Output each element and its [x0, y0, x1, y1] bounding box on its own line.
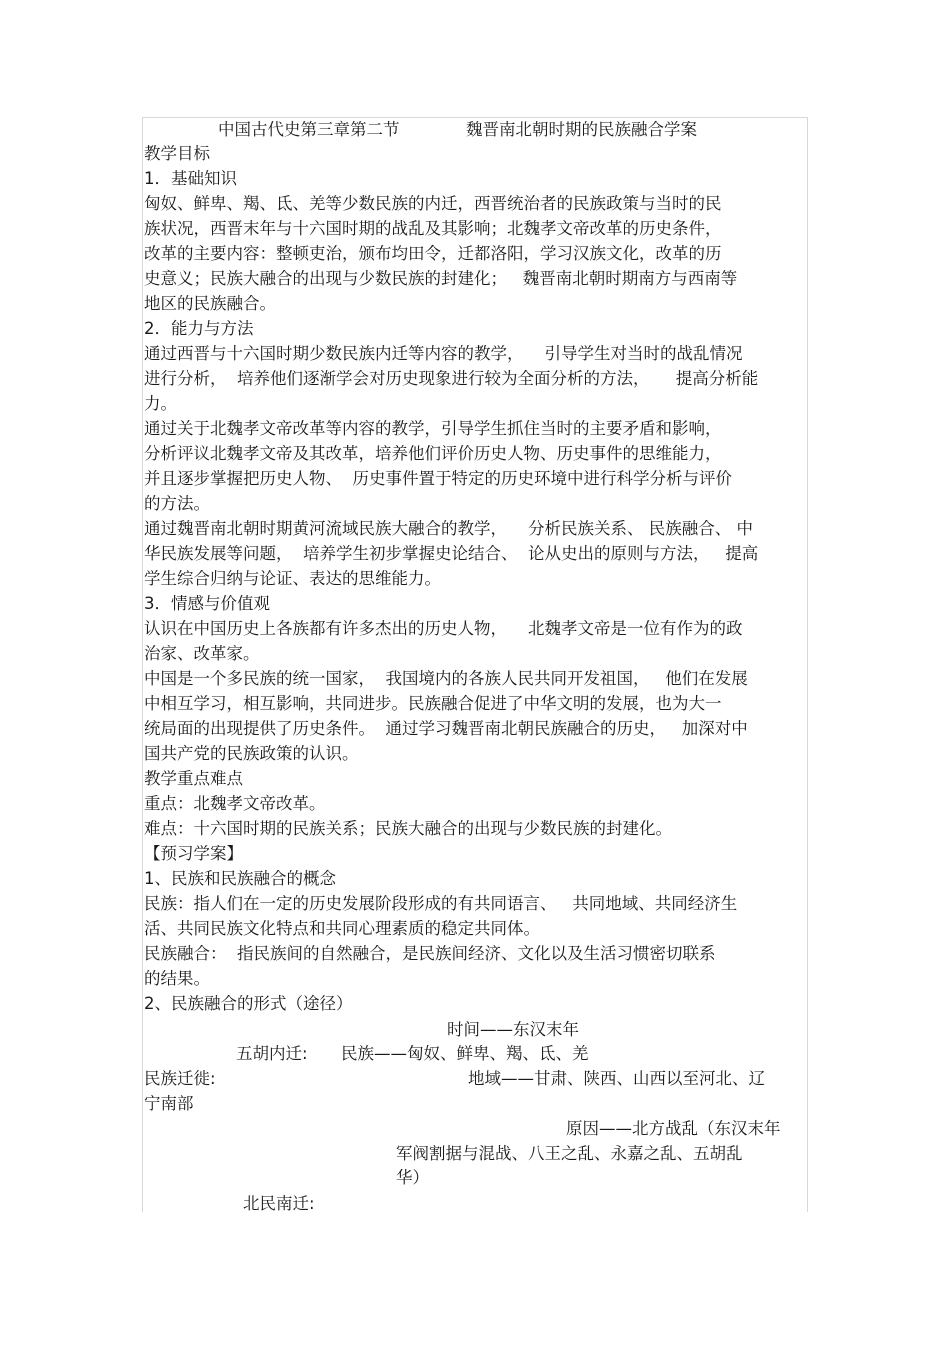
page-frame-right: [807, 117, 808, 1212]
subheading-forms: 2、民族融合的形式（途径）: [144, 994, 353, 1013]
page-frame-left: [142, 117, 143, 1212]
diagram-cause-cont: 华）: [396, 1168, 429, 1187]
text-line: 华民族发展等问题， 培养学生初步掌握史论结合、 论从史出的原则与方法， 提高: [144, 544, 759, 563]
subheading-emotion-values: 3．情感与价值观: [144, 594, 270, 613]
text-line: 通过魏晋南北朝时期黄河流域民族大融合的教学， 分析民族关系、 民族融合、 中: [144, 519, 753, 538]
text-line: 难点：十六国时期的民族关系；民族大融合的出现与少数民族的封建化。: [144, 819, 672, 838]
diagram-cause-cont: 军阀割据与混战、八王之乱、永嘉之乱、五胡乱: [396, 1144, 743, 1163]
diagram-north-south-label: 北民南迁:: [243, 1194, 315, 1213]
text-line: 中国是一个多民族的统一国家， 我国境内的各族人民共同开发祖国， 他们在发展: [144, 669, 748, 688]
diagram-wuhu-label: 五胡内迁:: [236, 1044, 308, 1063]
diagram-ethnic: 民族——匈奴、鲜卑、羯、氐、羌: [341, 1044, 589, 1063]
text-line: 匈奴、鲜卑、羯、氐、羌等少数民族的内迁，西晋统治者的民族政策与当时的民: [144, 194, 722, 213]
text-line: 活、共同民族文化特点和共同心理素质的稳定共同体。: [144, 919, 540, 938]
text-line: 统局面的出现提供了历史条件。 通过学习魏晋南北朝民族融合的历史， 加深对中: [144, 719, 748, 738]
text-line: 认识在中国历史上各族都有许多杰出的历史人物， 北魏孝文帝是一位有作为的政: [144, 619, 743, 638]
text-line: 学生综合归纳与论证、表达的思维能力。: [144, 569, 441, 588]
text-line: 民族融合： 指民族间的自然融合，是民族间经济、文化以及生活习惯密切联系: [144, 944, 716, 963]
subheading-ability-method: 2．能力与方法: [144, 319, 254, 338]
diagram-migration-label: 民族迁徙:: [144, 1069, 216, 1088]
diagram-time: 时间——东汉末年: [447, 1020, 579, 1039]
text-line: 地区的民族融合。: [144, 294, 276, 313]
text-line: 并且逐步掌握把历史人物、 历史事件置于特定的历史环境中进行科学分析与评价: [144, 469, 732, 488]
diagram-region: 地域——甘肃、陕西、山西以至河北、辽: [468, 1069, 765, 1088]
text-line: 分析评议北魏孝文帝及其改革，培养他们评价历史人物、历史事件的思维能力，: [144, 444, 722, 463]
heading-teaching-goals: 教学目标: [144, 144, 210, 163]
subheading-concepts: 1、民族和民族融合的概念: [144, 869, 336, 888]
text-line: 的结果。: [144, 969, 210, 988]
title-part2: 魏晋南北朝时期的民族融合学案: [466, 120, 697, 139]
text-line: 民族：指人们在一定的历史发展阶段形成的有共同语言、 共同地域、共同经济生: [144, 894, 738, 913]
text-line: 进行分析， 培养他们逐渐学会对历史现象进行较为全面分析的方法， 提高分析能: [144, 369, 759, 388]
diagram-region-cont: 宁南部: [144, 1094, 194, 1113]
text-line: 重点：北魏孝文帝改革。: [144, 794, 326, 813]
page-frame-top: [142, 117, 808, 118]
text-line: 中相互学习，相互影响，共同进步。民族融合促进了中华文明的发展，也为大一: [144, 694, 722, 713]
text-line: 通过关于北魏孝文帝改革等内容的教学，引导学生抓住当时的主要矛盾和影响，: [144, 419, 722, 438]
text-line: 族状况，西晋末年与十六国时期的战乱及其影响；北魏孝文帝改革的历史条件，: [144, 219, 722, 238]
heading-preview: 【预习学案】: [144, 844, 243, 863]
diagram-cause: 原因——北方战乱（东汉末年: [566, 1119, 781, 1138]
title-part1: 中国古代史第三章第二节: [218, 120, 400, 139]
text-line: 史意义；民族大融合的出现与少数民族的封建化； 魏晋南北朝时期南方与西南等: [144, 269, 738, 288]
text-line: 国共产党的民族政策的认识。: [144, 744, 359, 763]
text-line: 改革的主要内容：整顿吏治，颁布均田令，迁都洛阳，学习汉族文化，改革的历: [144, 244, 722, 263]
subheading-basic-knowledge: 1．基础知识: [144, 169, 237, 188]
text-line: 治家、改革家。: [144, 644, 260, 663]
text-line: 力。: [144, 394, 177, 413]
heading-key-points: 教学重点难点: [144, 769, 243, 788]
text-line: 通过西晋与十六国时期少数民族内迁等内容的教学， 引导学生对当时的战乱情况: [144, 344, 743, 363]
text-line: 的方法。: [144, 494, 210, 513]
